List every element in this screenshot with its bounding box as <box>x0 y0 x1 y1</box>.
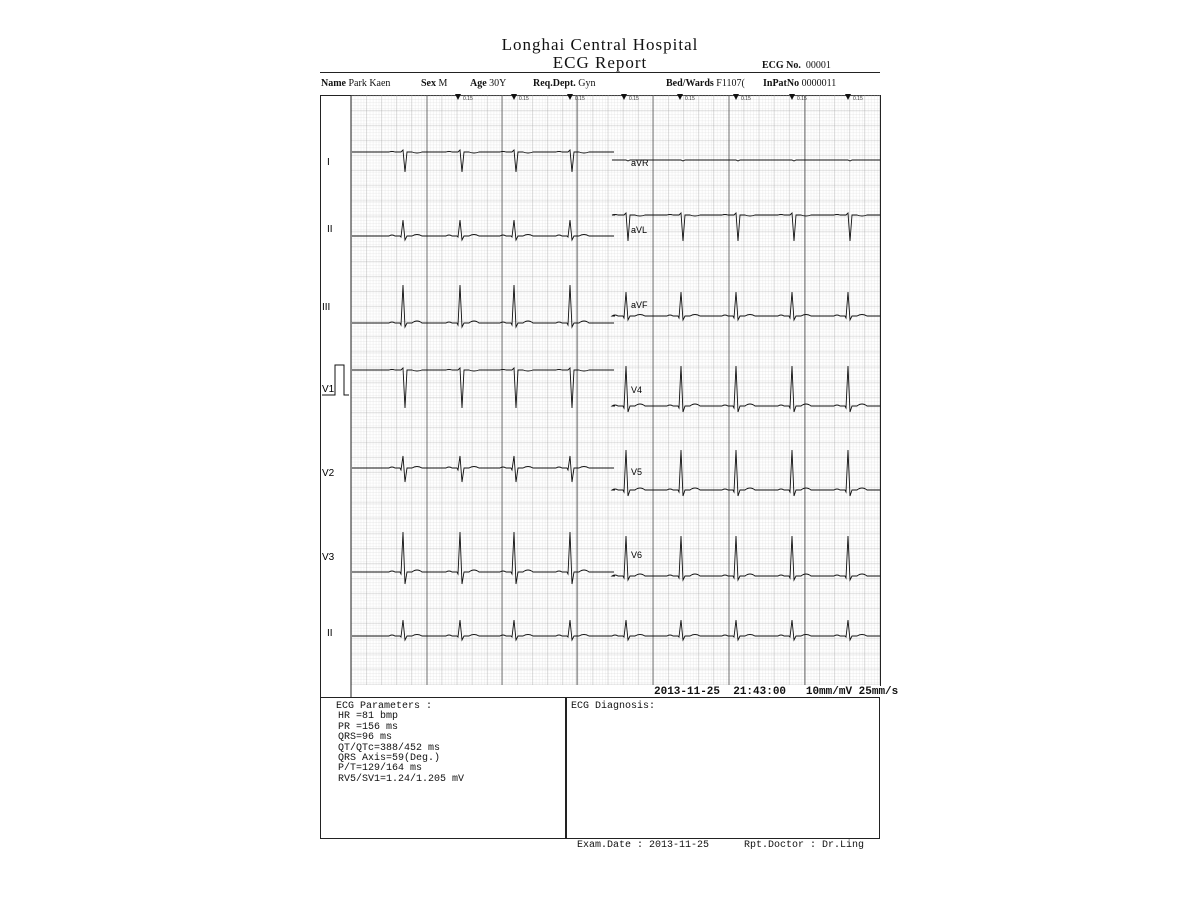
report-doctor: Rpt.Doctor : Dr.Ling <box>744 840 865 851</box>
age-label: Age <box>470 78 487 89</box>
param-qrs: QRS=96 ms <box>338 732 393 744</box>
recording-gain-speed: 10mm/mV 25mm/s <box>805 686 899 698</box>
sex-label: Sex <box>421 78 436 89</box>
lead-label-II: II <box>327 224 333 235</box>
lead-label-aVF: aVF <box>631 300 648 310</box>
bed-value: F1107( <box>716 78 745 89</box>
lead-label-aVL: aVL <box>631 225 648 235</box>
marker-label: 0.15 <box>629 96 639 102</box>
exam-date: Exam.Date : 2013-11-25 <box>577 840 710 851</box>
ecg-grid <box>351 95 880 685</box>
lead-label-V3: V3 <box>322 552 335 563</box>
lead-label-V5: V5 <box>631 467 643 477</box>
marker-label: 0.15 <box>519 96 529 102</box>
param-hr: HR =81 bmp <box>338 711 399 723</box>
marker-label: 0.15 <box>575 96 585 102</box>
hospital-title: Longhai Central Hospital <box>501 35 699 54</box>
marker-label: 0.15 <box>797 96 807 102</box>
marker-label: 0.15 <box>741 96 751 102</box>
lead-label-I: I <box>327 157 330 168</box>
lead-label-II-rhythm: II <box>327 628 333 639</box>
param-axis: QRS Axis=59(Deg.) <box>338 753 441 765</box>
recording-datetime: 2013-11-25 21:43:00 <box>654 686 787 698</box>
param-qt: QT/QTc=388/452 ms <box>338 742 441 754</box>
lead-label-III: III <box>322 302 331 313</box>
lead-label-V1: V1 <box>322 384 335 395</box>
param-pt: P/T=129/164 ms <box>338 763 423 775</box>
param-heading: ECG Parameters : <box>336 701 433 712</box>
inpat-value: 0000011 <box>801 78 837 89</box>
param-rv5: RV5/SV1=1.24/1.205 mV <box>338 773 465 785</box>
lead-label-V2: V2 <box>322 468 335 479</box>
ecg-no-value: 00001 <box>805 60 831 71</box>
lead-label-V6: V6 <box>631 550 643 560</box>
lead-label-V4: V4 <box>631 385 643 395</box>
report-title: ECG Report <box>552 53 648 72</box>
bed-label: Bed/Wards <box>666 78 714 89</box>
lead-label-aVR: aVR <box>631 158 649 168</box>
marker-label: 0.15 <box>463 96 473 102</box>
marker-label: 0.15 <box>685 96 695 102</box>
diagnosis-heading: ECG Diagnosis: <box>571 701 656 712</box>
sex-value: M <box>438 78 448 89</box>
param-pr: PR =156 ms <box>338 721 399 733</box>
dept-label: Req.Dept. <box>533 78 576 89</box>
marker-label: 0.15 <box>853 96 863 102</box>
inpat-label: InPatNo <box>763 78 800 89</box>
name-value: Park Kaen <box>348 78 391 89</box>
ecg-diagnosis-box <box>566 697 880 839</box>
name-label: Name <box>321 78 346 89</box>
age-value: 30Y <box>489 78 507 89</box>
ecg-parameters-list <box>336 702 464 785</box>
ecg-no-label: ECG No. <box>762 60 801 71</box>
dept-value: Gyn <box>578 78 596 89</box>
ecg-parameters-box <box>320 697 566 839</box>
